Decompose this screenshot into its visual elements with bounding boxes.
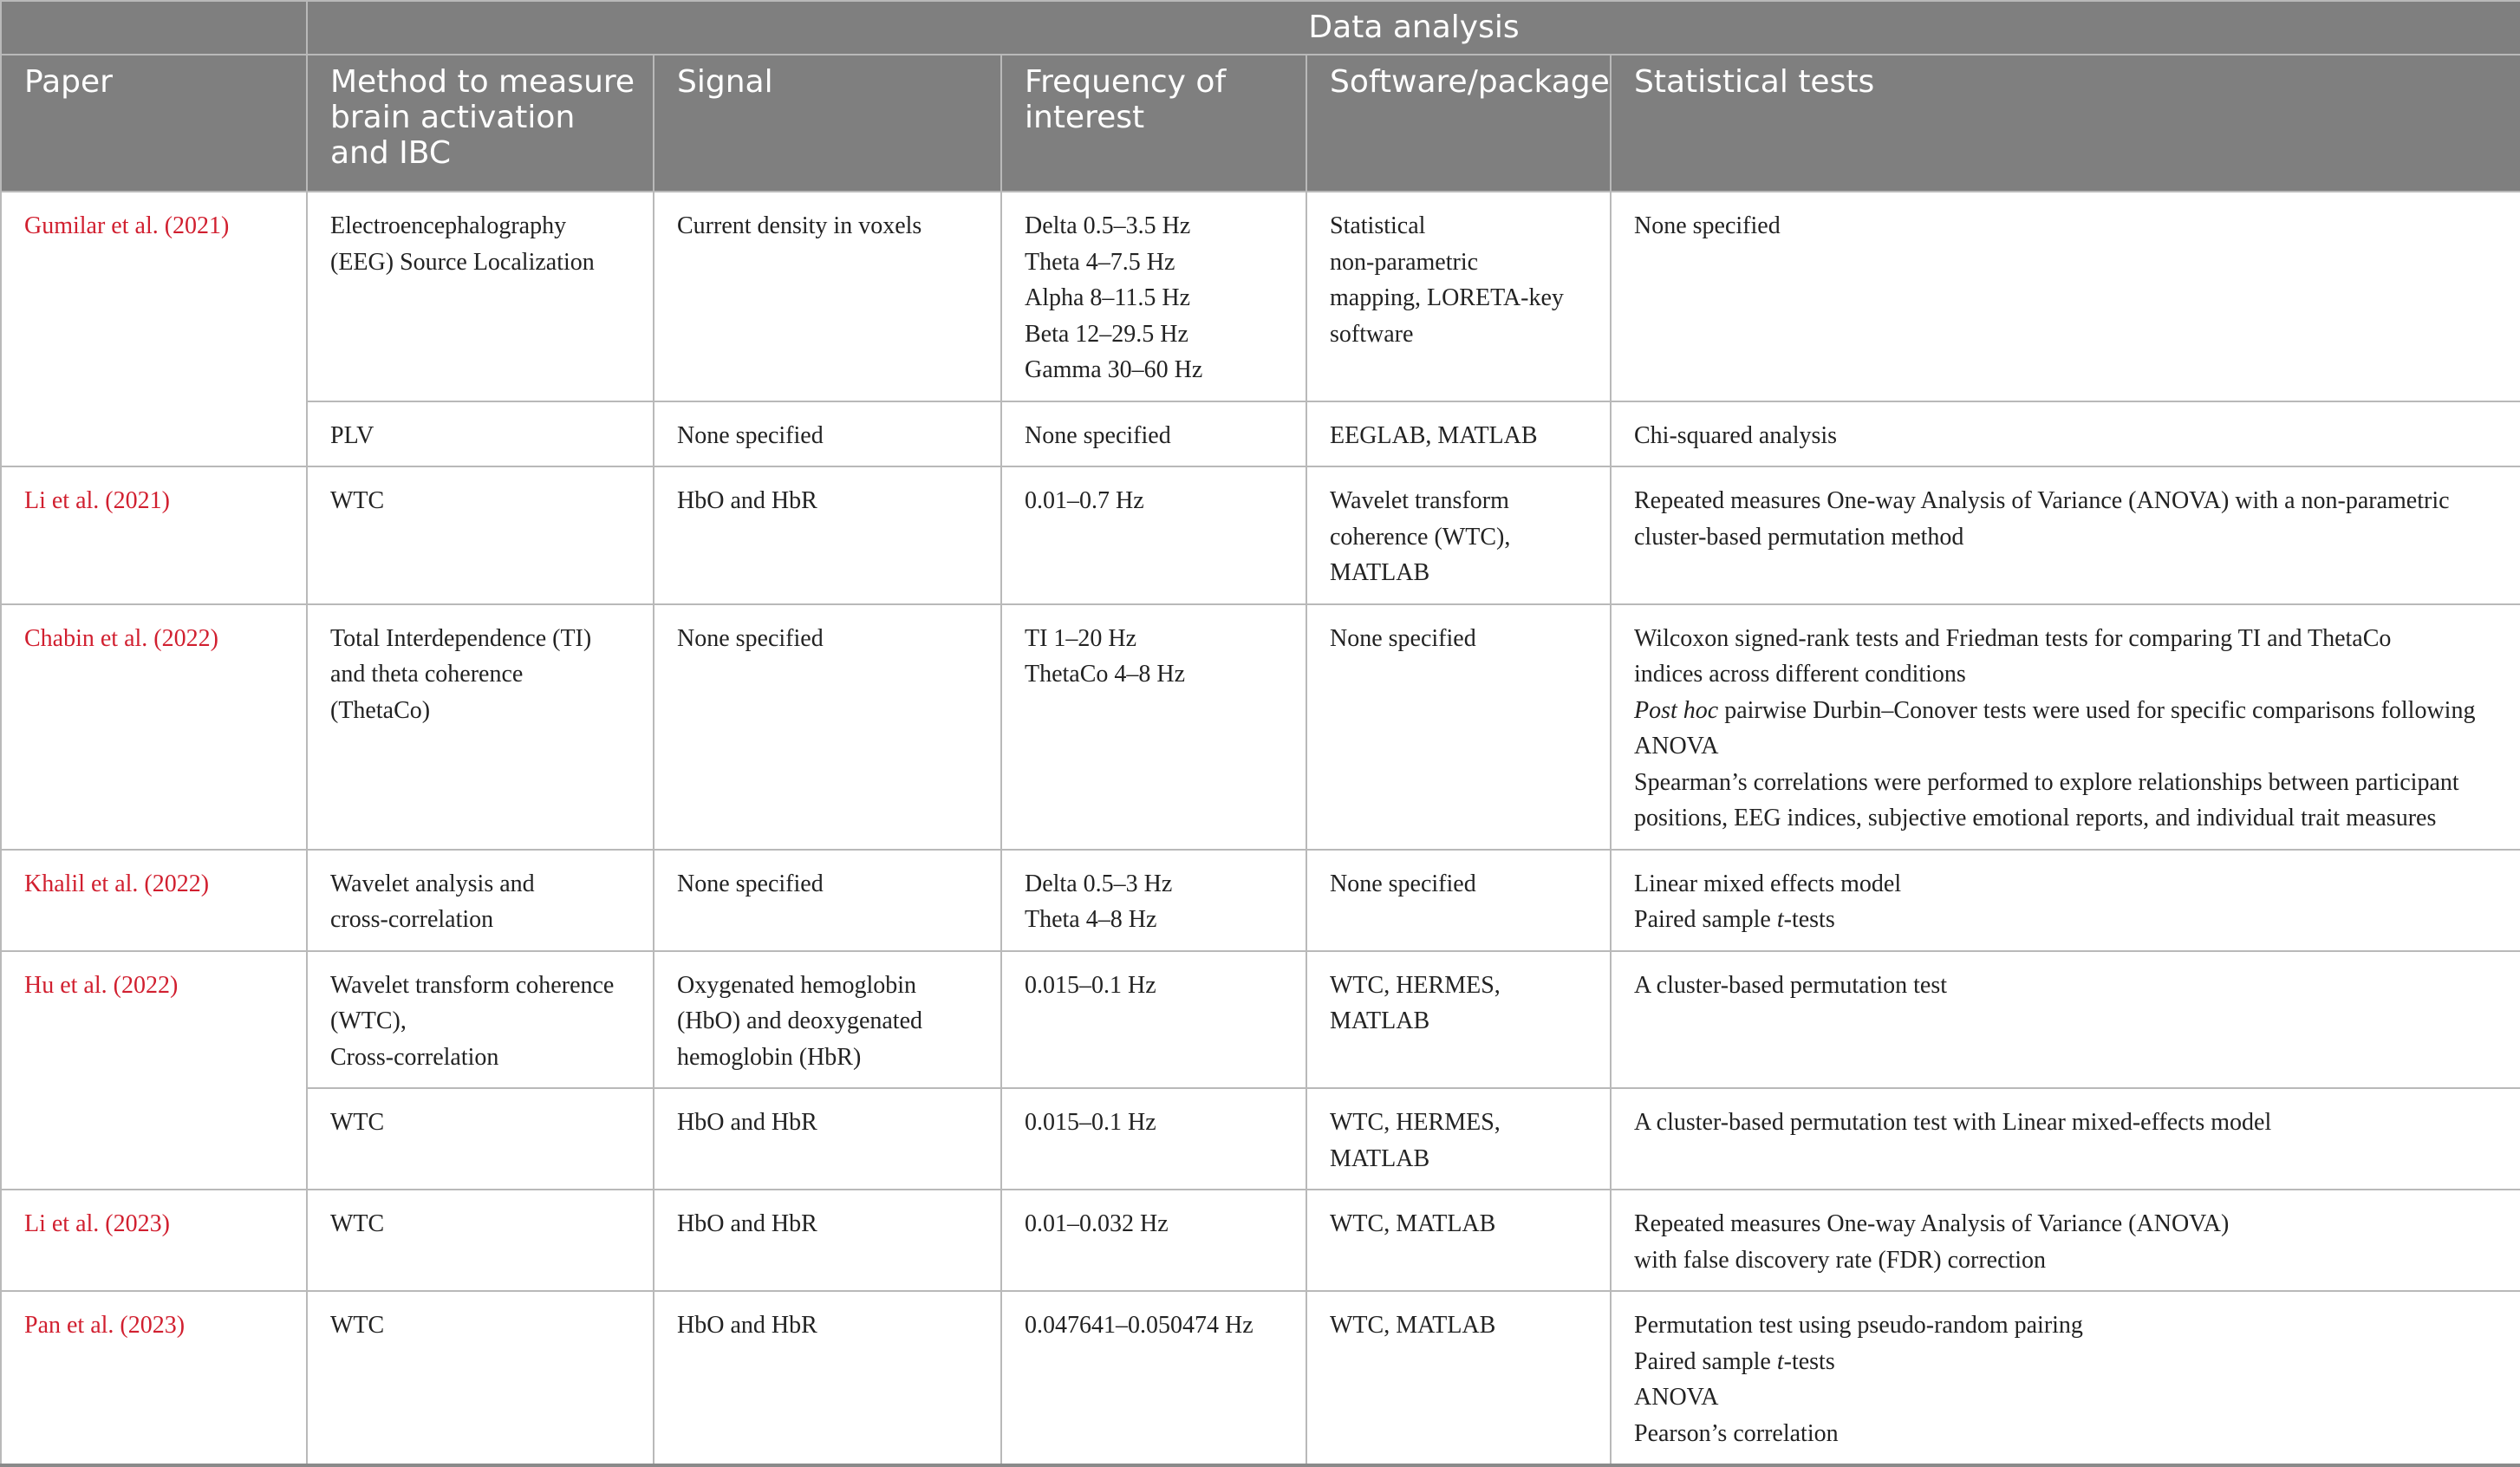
frequency-cell bbox=[1001, 951, 1306, 1089]
signal-cell bbox=[654, 192, 1001, 401]
cell-line: MATLAB bbox=[1330, 1144, 1430, 1172]
column-header-signal: Signal bbox=[654, 55, 1001, 192]
cell-line: and theta coherence bbox=[330, 661, 524, 688]
software-cell bbox=[1306, 1088, 1611, 1190]
signal-cell bbox=[654, 401, 1001, 467]
cell-line: None specified bbox=[677, 870, 824, 897]
cell-line: Current density in voxels bbox=[677, 212, 922, 239]
cell-line: 0.01–0.032 Hz bbox=[1025, 1210, 1169, 1237]
frequency-cell bbox=[1001, 850, 1306, 951]
cell-line: A cluster-based permutation test bbox=[1634, 971, 1948, 999]
software-cell bbox=[1306, 951, 1611, 1089]
cell-line: WTC, HERMES, bbox=[1330, 1109, 1501, 1136]
cell-line: non-parametric bbox=[1330, 248, 1479, 276]
table-header bbox=[1, 1, 2520, 192]
cell-line: with false discovery rate (FDR) correction bbox=[1634, 1246, 2047, 1274]
software-cell bbox=[1306, 1291, 1611, 1465]
cell-line: HbO and HbR bbox=[677, 1109, 817, 1136]
cell-line: None specified bbox=[677, 421, 824, 449]
table-row bbox=[1, 850, 2520, 951]
cell-line: Wavelet transform coherence bbox=[330, 971, 615, 999]
cell-line: WTC bbox=[330, 1109, 385, 1136]
software-cell bbox=[1306, 850, 1611, 951]
tests-cell bbox=[1611, 604, 2520, 850]
paper-cell[interactable]: Chabin et al. (2022) bbox=[1, 604, 307, 850]
signal-cell bbox=[654, 1088, 1001, 1190]
cell-line: Paired sample t-tests bbox=[1634, 906, 1835, 933]
cell-line: coherence (WTC), bbox=[1330, 523, 1511, 551]
cell-line: WTC bbox=[330, 487, 385, 514]
column-header-software: Software/package bbox=[1306, 55, 1611, 192]
frequency-cell bbox=[1001, 1190, 1306, 1291]
cell-line: Gamma 30–60 Hz bbox=[1025, 356, 1203, 383]
cell-line: Theta 4–8 Hz bbox=[1025, 906, 1157, 933]
method-cell bbox=[307, 466, 654, 604]
cell-line: mapping, LORETA-key bbox=[1330, 284, 1564, 311]
method-cell bbox=[307, 604, 654, 850]
tests-cell bbox=[1611, 1190, 2520, 1291]
cell-line: MATLAB bbox=[1330, 559, 1430, 586]
software-cell bbox=[1306, 1190, 1611, 1291]
cell-line: Alpha 8–11.5 Hz bbox=[1025, 284, 1191, 311]
cell-line: ThetaCo 4–8 Hz bbox=[1025, 661, 1186, 688]
cell-line: (HbO) and deoxygenated bbox=[677, 1007, 923, 1034]
signal-cell bbox=[654, 466, 1001, 604]
method-cell bbox=[307, 1291, 654, 1465]
cell-line: None specified bbox=[1025, 421, 1171, 449]
cell-line: WTC bbox=[330, 1210, 385, 1237]
cell-line: WTC, HERMES, bbox=[1330, 971, 1501, 999]
frequency-cell bbox=[1001, 192, 1306, 401]
cell-line: cluster-based permutation method bbox=[1634, 523, 1964, 551]
tests-cell bbox=[1611, 1291, 2520, 1465]
signal-cell bbox=[654, 1190, 1001, 1291]
cell-line: TI 1–20 Hz bbox=[1025, 624, 1137, 652]
cell-line: Permutation test using pseudo-random pairing bbox=[1634, 1312, 2083, 1339]
cell-line: Wavelet transform bbox=[1330, 487, 1509, 514]
cell-line: Wilcoxon signed-rank tests and Friedman tests for comparing TI and ThetaCo bbox=[1634, 624, 2392, 652]
tests-cell bbox=[1611, 951, 2520, 1089]
cell-line: Electroencephalography bbox=[330, 212, 567, 239]
header-spacer bbox=[1, 1, 307, 55]
table-row bbox=[1, 604, 2520, 850]
cell-line: Delta 0.5–3 Hz bbox=[1025, 870, 1173, 897]
frequency-cell bbox=[1001, 401, 1306, 467]
tests-cell bbox=[1611, 401, 2520, 467]
tests-cell bbox=[1611, 466, 2520, 604]
table-row bbox=[1, 466, 2520, 604]
cell-line: HbO and HbR bbox=[677, 1210, 817, 1237]
frequency-cell bbox=[1001, 1291, 1306, 1465]
cell-line: Spearman’s correlations were performed to explore relationships between participant bbox=[1634, 768, 2459, 796]
table-row bbox=[1, 1088, 2520, 1190]
cell-line: Wavelet analysis and bbox=[330, 870, 535, 897]
cell-line: (WTC), bbox=[330, 1007, 407, 1034]
cell-line: indices across different conditions bbox=[1634, 661, 1966, 688]
paper-cell[interactable]: Li et al. (2021) bbox=[1, 466, 307, 604]
paper-cell[interactable]: Khalil et al. (2022) bbox=[1, 850, 307, 951]
table-row bbox=[1, 401, 2520, 467]
cell-line: WTC, MATLAB bbox=[1330, 1312, 1496, 1339]
cell-line: Chi-squared analysis bbox=[1634, 421, 1838, 449]
software-cell bbox=[1306, 192, 1611, 401]
frequency-cell bbox=[1001, 466, 1306, 604]
cell-line: (EEG) Source Localization bbox=[330, 248, 595, 276]
cell-line: Cross-correlation bbox=[330, 1043, 499, 1071]
frequency-cell bbox=[1001, 1088, 1306, 1190]
cell-line: WTC bbox=[330, 1312, 385, 1339]
cell-line: EEGLAB, MATLAB bbox=[1330, 421, 1538, 449]
column-header-method: Method to measure brain activation and IBC bbox=[307, 55, 654, 192]
paper-cell[interactable]: Li et al. (2023) bbox=[1, 1190, 307, 1291]
cell-line: HbO and HbR bbox=[677, 487, 817, 514]
paper-cell[interactable]: Pan et al. (2023) bbox=[1, 1291, 307, 1465]
method-cell bbox=[307, 1088, 654, 1190]
cell-line: Theta 4–7.5 Hz bbox=[1025, 248, 1175, 276]
cell-line: 0.015–0.1 Hz bbox=[1025, 1109, 1156, 1136]
table-row bbox=[1, 1291, 2520, 1465]
cell-line: 0.015–0.1 Hz bbox=[1025, 971, 1156, 999]
signal-cell bbox=[654, 951, 1001, 1089]
cell-line: Repeated measures One-way Analysis of Variance (ANOVA) bbox=[1634, 1210, 2230, 1237]
cell-line: PLV bbox=[330, 421, 374, 449]
cell-line: Linear mixed effects model bbox=[1634, 870, 1902, 897]
method-cell bbox=[307, 1190, 654, 1291]
cell-line: Statistical bbox=[1330, 212, 1426, 239]
group-header-row bbox=[1, 1, 2520, 55]
cell-line: None specified bbox=[1330, 870, 1476, 897]
column-header-frequency: Frequency of interest bbox=[1001, 55, 1306, 192]
cell-line: A cluster-based permutation test with Linear mixed-effects model bbox=[1634, 1109, 2272, 1136]
table-row bbox=[1, 192, 2520, 401]
cell-line: (ThetaCo) bbox=[330, 696, 431, 724]
signal-cell bbox=[654, 1291, 1001, 1465]
column-header-paper: Paper bbox=[1, 55, 307, 192]
frequency-cell bbox=[1001, 604, 1306, 850]
paper-cell[interactable]: Gumilar et al. (2021) bbox=[1, 192, 307, 466]
cell-line: software bbox=[1330, 320, 1414, 348]
cell-line: Total Interdependence (TI) bbox=[330, 624, 592, 652]
method-cell bbox=[307, 951, 654, 1089]
column-header-tests: Statistical tests bbox=[1611, 55, 2520, 192]
cell-line: ANOVA bbox=[1634, 1384, 1719, 1411]
tests-cell bbox=[1611, 850, 2520, 951]
cell-line: Paired sample t-tests bbox=[1634, 1347, 1835, 1375]
cell-line: Beta 12–29.5 Hz bbox=[1025, 320, 1188, 348]
software-cell bbox=[1306, 604, 1611, 850]
cell-line: Pearson’s correlation bbox=[1634, 1419, 1839, 1447]
cell-line: MATLAB bbox=[1330, 1007, 1430, 1034]
cell-line: None specified bbox=[1634, 212, 1781, 239]
cell-line: 0.047641–0.050474 Hz bbox=[1025, 1312, 1253, 1339]
table-row bbox=[1, 1190, 2520, 1291]
tests-cell bbox=[1611, 192, 2520, 401]
column-header-row bbox=[1, 55, 2520, 192]
cell-line: HbO and HbR bbox=[677, 1312, 817, 1339]
method-cell bbox=[307, 850, 654, 951]
cell-line: None specified bbox=[677, 624, 824, 652]
cell-line: cross-correlation bbox=[330, 906, 494, 933]
tests-cell bbox=[1611, 1088, 2520, 1190]
software-cell bbox=[1306, 401, 1611, 467]
cell-line: ANOVA bbox=[1634, 733, 1719, 760]
cell-line: 0.01–0.7 Hz bbox=[1025, 487, 1144, 514]
method-cell bbox=[307, 401, 654, 467]
group-header-data-analysis: Data analysis bbox=[307, 1, 2520, 55]
cell-line: Post hoc pairwise Durbin–Conover tests were used for specific comparisons following bbox=[1634, 696, 2476, 724]
cell-line: WTC, MATLAB bbox=[1330, 1210, 1496, 1237]
paper-cell[interactable]: Hu et al. (2022) bbox=[1, 951, 307, 1190]
method-cell bbox=[307, 192, 654, 401]
cell-line: Oxygenated hemoglobin bbox=[677, 971, 917, 999]
signal-cell bbox=[654, 604, 1001, 850]
table-body bbox=[1, 192, 2520, 1465]
cell-line: positions, EEG indices, subjective emotional reports, and individual trait measures bbox=[1634, 805, 2437, 831]
signal-cell bbox=[654, 850, 1001, 951]
cell-line: None specified bbox=[1330, 624, 1476, 652]
software-cell bbox=[1306, 466, 1611, 604]
cell-line: Repeated measures One-way Analysis of Variance (ANOVA) with a non-parametric bbox=[1634, 487, 2450, 514]
table-row bbox=[1, 951, 2520, 1089]
cell-line: hemoglobin (HbR) bbox=[677, 1043, 862, 1071]
cell-line: Delta 0.5–3.5 Hz bbox=[1025, 212, 1191, 239]
